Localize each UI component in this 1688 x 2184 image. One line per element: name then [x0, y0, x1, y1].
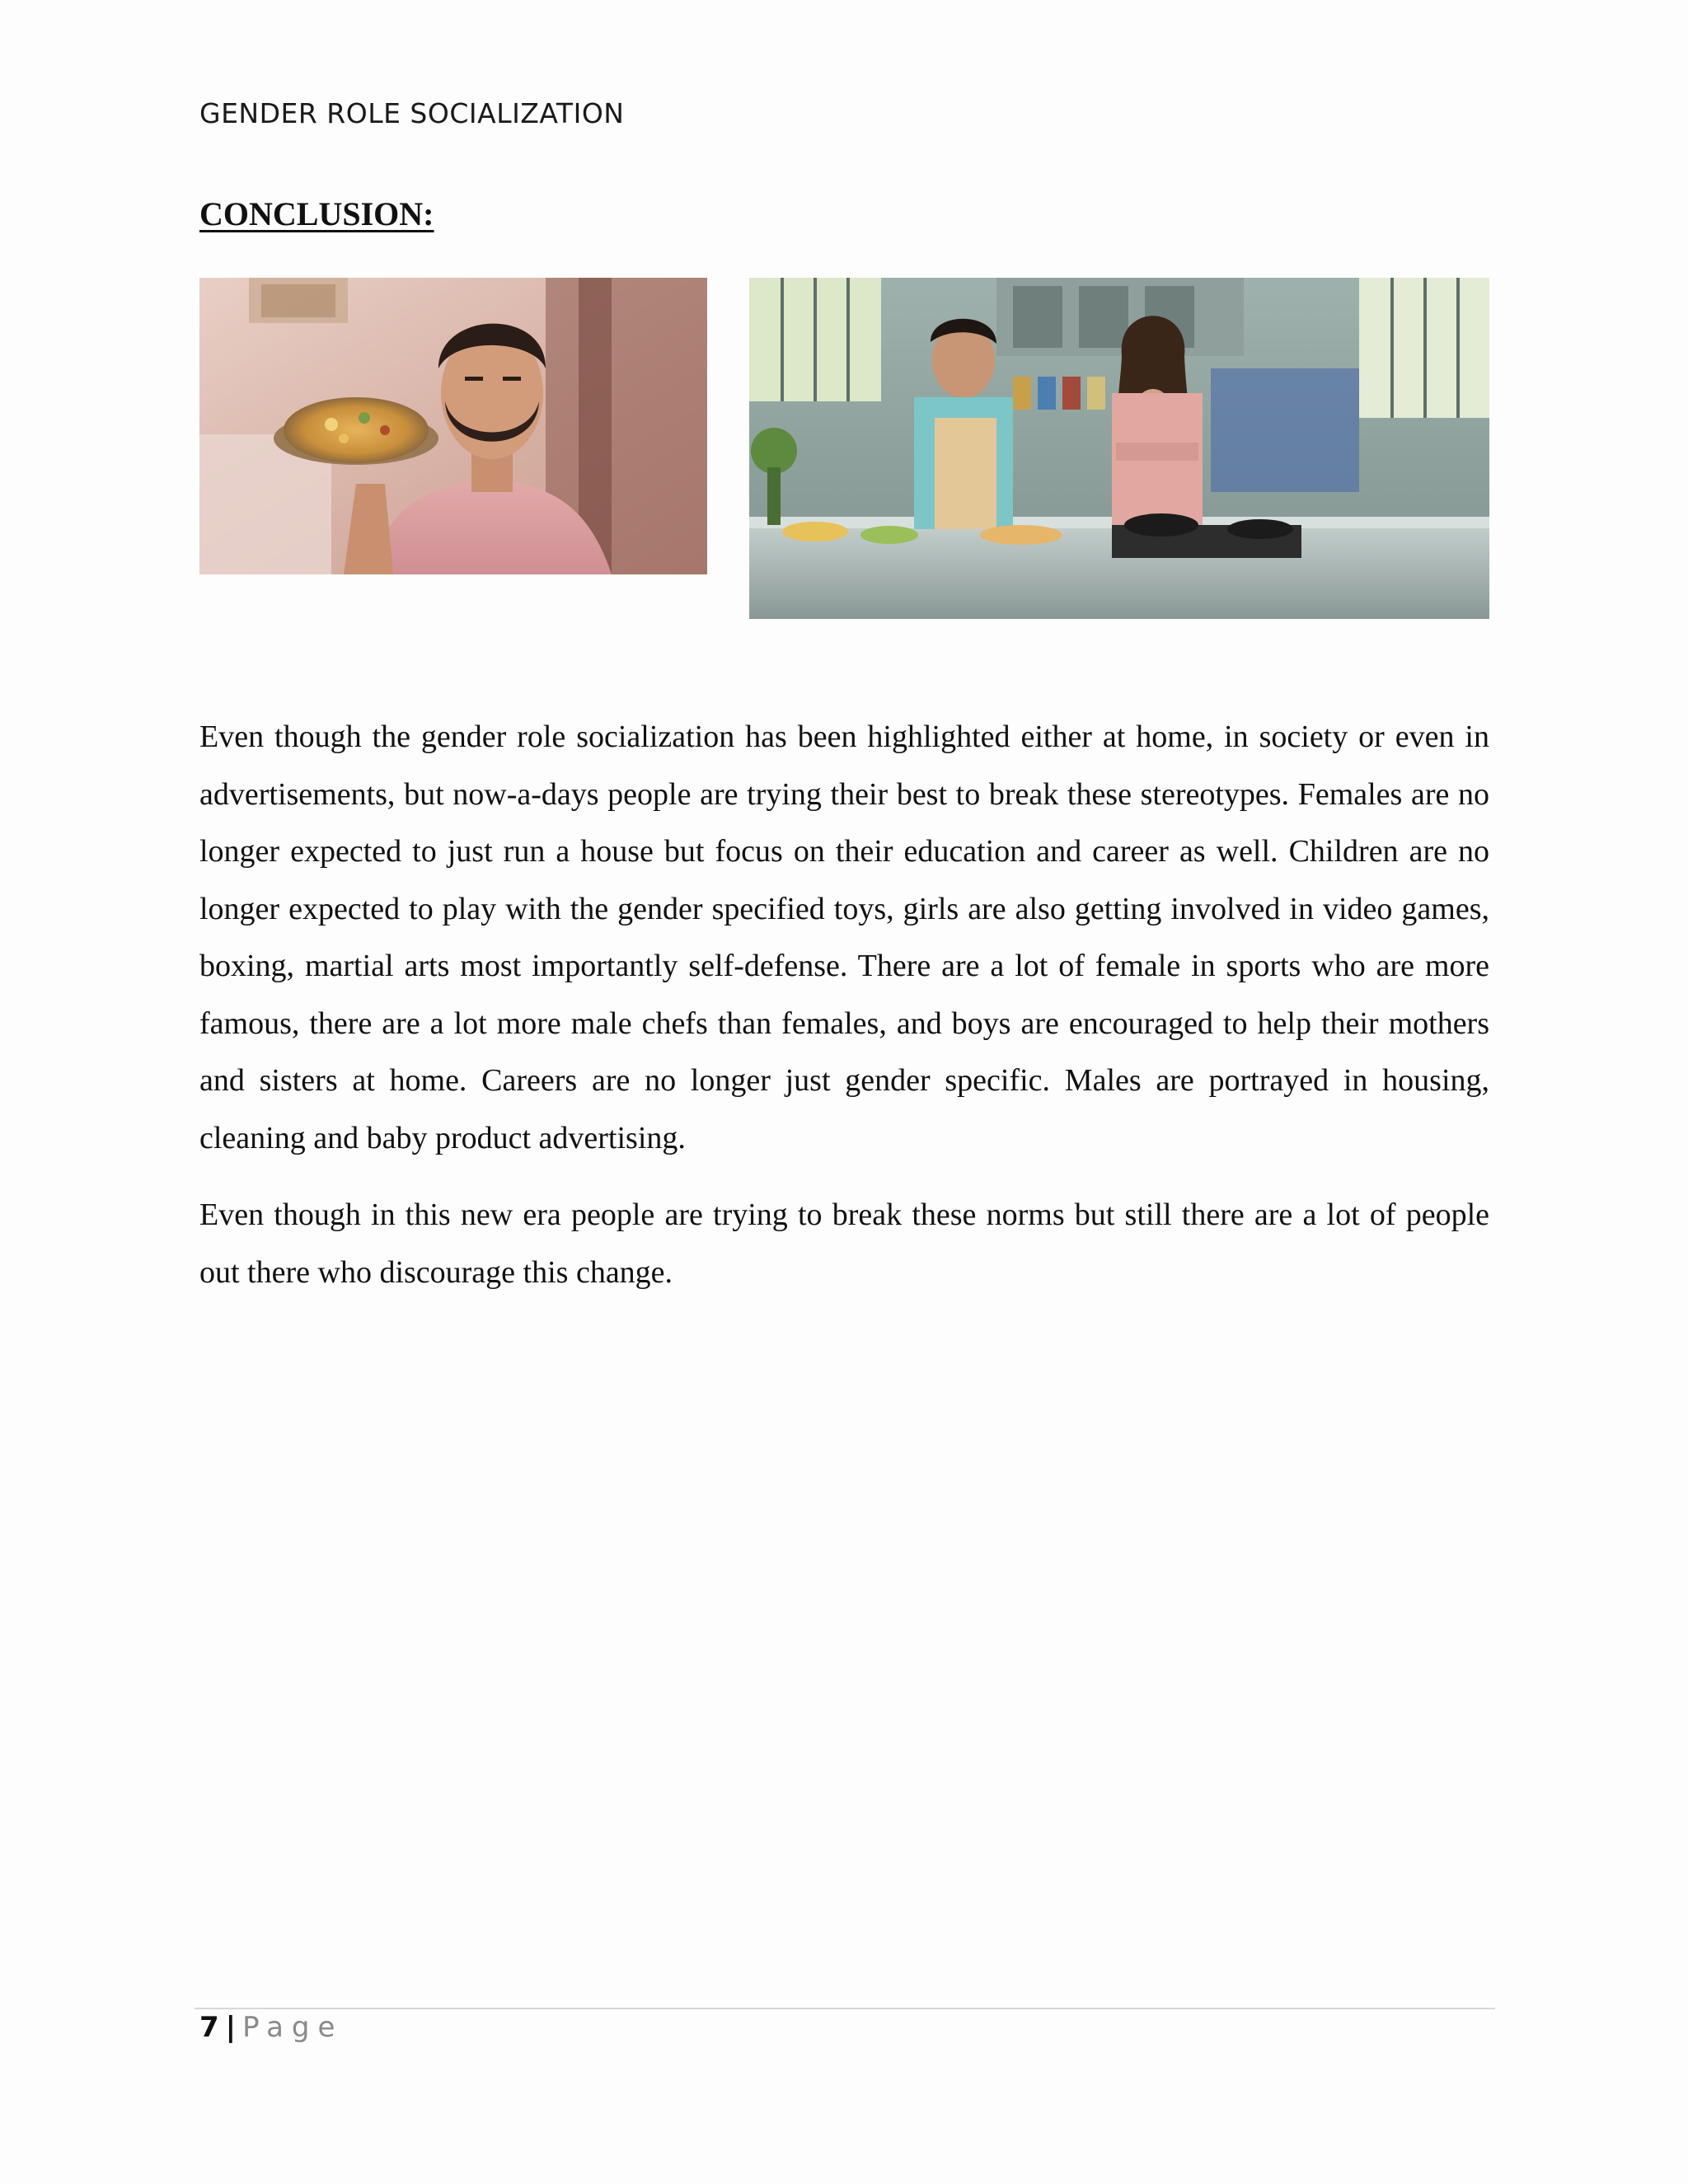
conclusion-paragraph-2: Even though in this new era people are trying to break these norms but still there are a lot of people out there who discourage this change.: [199, 1197, 1489, 1290]
running-header: GENDER ROLE SOCIALIZATION: [199, 97, 625, 129]
footer-divider: [195, 2008, 1495, 2009]
page-number: 7: [199, 2011, 219, 2044]
page-separator: |: [225, 2011, 237, 2044]
man-with-food-plate-photo: [199, 278, 707, 574]
page-label: Page: [242, 2011, 344, 2044]
section-heading: CONCLUSION:: [199, 195, 434, 232]
kitchen-scene-photo: [749, 278, 1489, 619]
conclusion-paragraph-1: Even though the gender role socialization has been highlighted either at home, in society or even in advertisements, but now-a-days people are trying their best to break these stereotypes. Females are no longer expected to just run a house but focus on their education and career as well. Children are no longer expected to play with the gender specified toys, girls are also getting involved in video games, boxing, martial arts most importantly self-defense. There are a lot of female in sports who are more famous, there are a lot more male chefs than females, and boys are encouraged to help their mothers and sisters at home. Careers are no longer just gender specific. Males are portrayed in housing, cleaning and baby product advertising.: [199, 719, 1489, 1155]
page-footer: [199, 2011, 343, 2044]
